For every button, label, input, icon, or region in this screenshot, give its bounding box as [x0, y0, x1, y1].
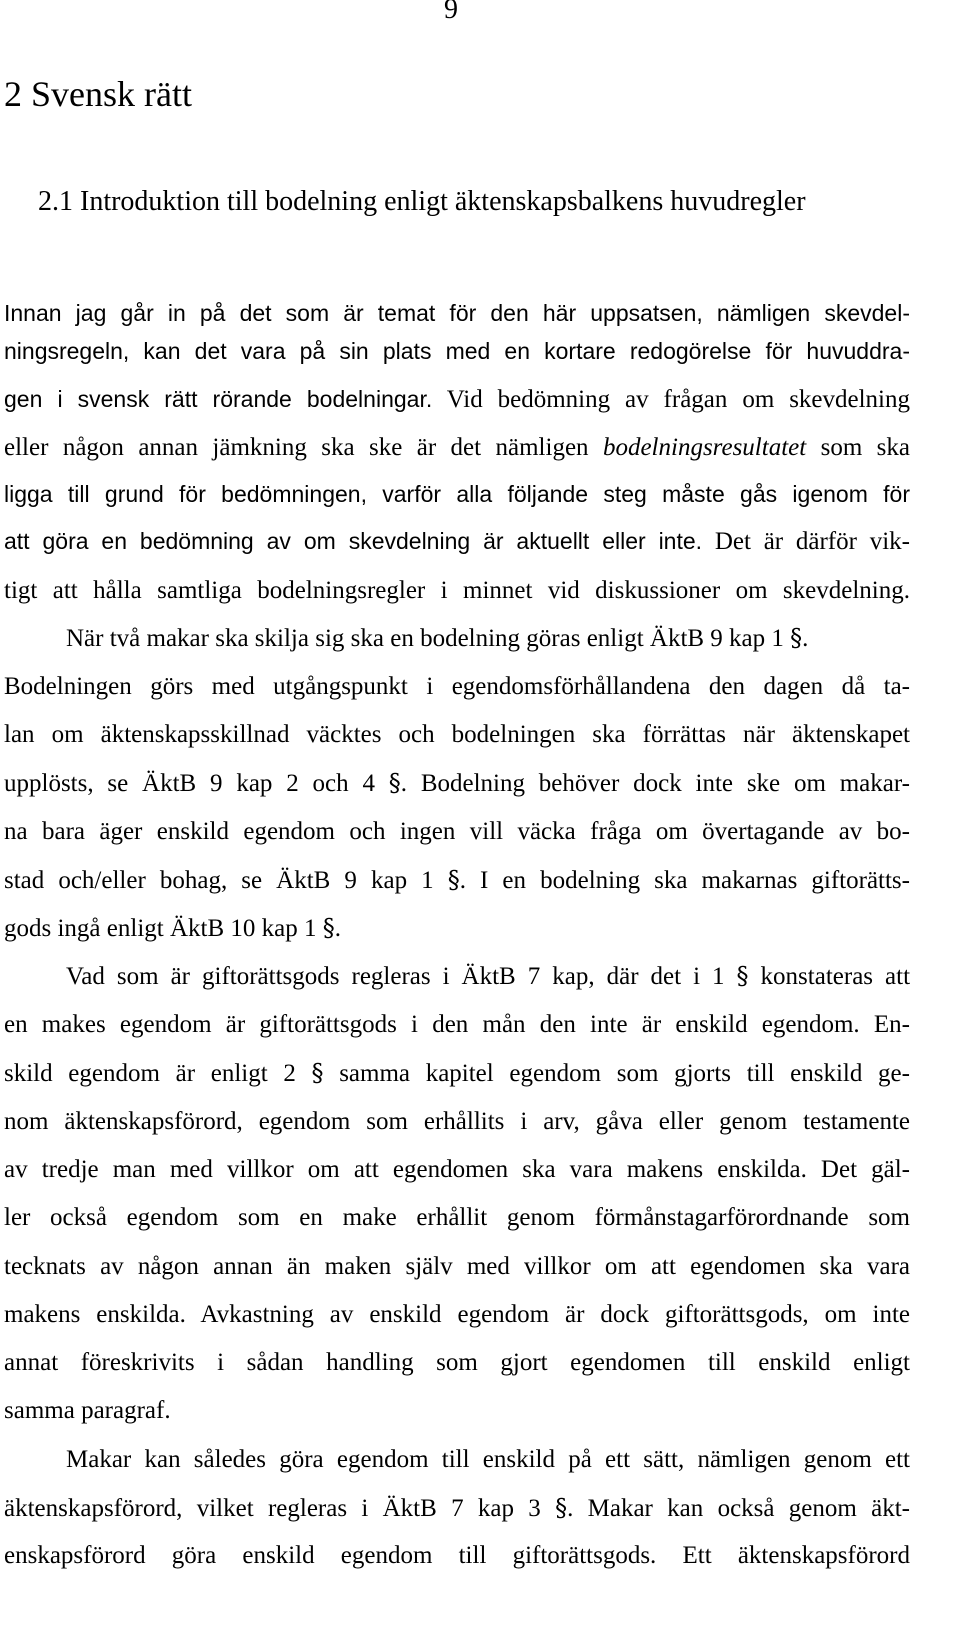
text-line — [4, 719, 910, 751]
text-line — [66, 622, 910, 655]
text-line — [4, 1347, 910, 1379]
line-text: äktenskapsförord, vilket regleras i ÄktB 7 kap 3 — [4, 1495, 556, 1522]
line-text: tecknats av någon annan än maken själv med villkor om att egendomen ska vara — [4, 1253, 910, 1280]
text-line — [4, 1540, 910, 1572]
line-text: . — [334, 915, 341, 942]
line-text: konstateras att — [748, 963, 911, 990]
line-text: samma kapitel egendom som gjorts till enskild ge- — [323, 1060, 910, 1087]
line-text: . Bodelning behöver dock inte ske om makar- — [400, 770, 910, 797]
line-text: Det är därför vik- — [702, 528, 910, 555]
section-sign: § — [555, 1494, 568, 1522]
line-text: upplösts, se ÄktB 9 kap 2 och 4 — [4, 770, 389, 797]
line-text: stad och/eller bohag, se ÄktB 9 kap 1 — [4, 867, 448, 894]
line-text: enskapsförord göra enskild egendom till giftorättsgods. Ett äktenskapsförord — [4, 1542, 910, 1569]
section-sign: § — [388, 769, 401, 797]
chapter-heading: 2 Svensk rätt — [4, 74, 192, 114]
line-text: ligga till grund för bedömningen, varför alla följande steg måste gås igenom för — [4, 481, 910, 507]
section-sign: § — [322, 914, 335, 942]
text-line — [66, 960, 910, 993]
line-text: gods ingå enligt ÄktB 10 kap 1 — [4, 915, 323, 942]
text-line — [4, 383, 910, 416]
line-text: . I en bodelning ska makarnas giftorätts- — [459, 867, 910, 894]
text-line — [4, 1009, 910, 1041]
line-text: ler också egendom som en make erhållit genom förmånstagarförordnande som — [4, 1204, 910, 1231]
section-heading: 2.1 Introduktion till bodelning enligt äktenskapsbalkens huvudregler — [38, 186, 806, 217]
line-text: nom äktenskapsförord, egendom som erhållits i arv, gåva eller genom testamente — [4, 1108, 910, 1135]
text-line — [4, 575, 910, 607]
text-line — [4, 335, 910, 368]
line-text: När två makar ska skilja sig ska en bodelning göras enligt ÄktB 9 kap 1 — [66, 625, 791, 652]
line-text: Bodelningen görs med utgångspunkt i egendomsförhållandena den dagen då ta- — [4, 673, 910, 700]
text-line — [4, 912, 910, 945]
section-sign: § — [790, 624, 803, 652]
line-text: annat föreskrivits i sådan handling som gjort egendomen till enskild enligt — [4, 1349, 910, 1376]
line-text: Innan jag går in på det som är temat för den här uppsatsen, nämligen skevdel- — [4, 300, 910, 326]
line-text: som ska — [806, 434, 911, 461]
text-line — [4, 478, 910, 511]
text-line — [4, 1154, 910, 1186]
section-sign: § — [447, 866, 460, 894]
text-line — [4, 1492, 910, 1525]
line-text: Makar kan således göra egendom till enskild på ett sätt, nämligen genom ett — [66, 1446, 910, 1473]
text-line — [4, 525, 910, 558]
text-line — [4, 864, 910, 897]
italic-term: bodelningsresultatet — [602, 434, 807, 461]
text-line — [4, 432, 910, 464]
line-text: skild egendom är enligt 2 — [4, 1060, 312, 1087]
line-text: Vad som är giftorättsgods regleras i ÄktB 7 kap, där det i 1 — [66, 963, 737, 990]
line-text: en makes egendom är giftorättsgods i den mån den inte är enskild egendom. En- — [4, 1011, 910, 1038]
text-line — [4, 1057, 910, 1090]
line-text: Vid bedömning av frågan om skevdelning — [432, 386, 911, 413]
line-text: eller någon annan jämkning ska ske är det nämligen — [4, 434, 603, 461]
line-text: tigt att hålla samtliga bodelningsregler i minnet vid diskussioner om skevdelning. — [4, 577, 910, 604]
line-text: att göra en bedömning av om skevdelning är aktuellt eller inte. — [4, 528, 703, 554]
text-line — [4, 767, 910, 800]
text-line — [4, 671, 910, 703]
section-sign: § — [311, 1059, 324, 1087]
line-text: . Makar kan också genom äkt- — [567, 1495, 910, 1522]
text-line — [4, 1251, 910, 1283]
line-text: makens enskilda. Avkastning av enskild egendom är dock giftorättsgods, om inte — [4, 1301, 910, 1328]
text-line — [4, 1106, 910, 1138]
line-text: na bara äger enskild egendom och ingen vill väcka fråga om övertagande av bo- — [4, 818, 910, 845]
text-line — [66, 1444, 910, 1476]
page-number: 9 — [444, 0, 458, 25]
line-text: . — [802, 625, 809, 652]
line-text: av tredje man med villkor om att egendomen ska vara makens enskilda. Det gäl- — [4, 1156, 910, 1183]
line-text: ningsregeln, kan det vara på sin plats med en kortare redogörelse för huvuddra- — [4, 338, 910, 364]
text-line — [4, 816, 910, 848]
line-text: gen i svensk rätt rörande bodelningar. — [4, 386, 433, 412]
section-sign: § — [736, 962, 749, 990]
text-line — [4, 1395, 910, 1427]
text-line — [4, 297, 910, 330]
line-text: samma paragraf. — [4, 1397, 171, 1424]
line-text: lan om äktenskapsskillnad väcktes och bodelningen ska förrättas när äktenskapet — [4, 721, 910, 748]
text-line — [4, 1299, 910, 1331]
text-line — [4, 1202, 910, 1234]
